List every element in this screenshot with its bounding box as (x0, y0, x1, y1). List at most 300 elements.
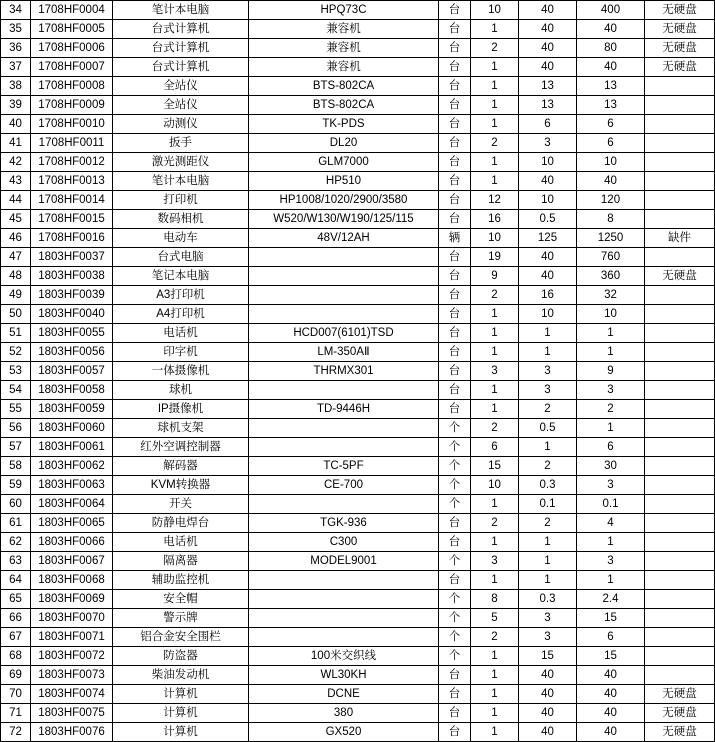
cell-amount: 2 (577, 400, 645, 419)
cell-unit: 台 (439, 153, 471, 172)
cell-model: TC-5PF (249, 457, 439, 476)
table-row (1, 20, 715, 39)
cell-code: 1803HF0062 (31, 457, 113, 476)
cell-name: 台式计算机 (113, 58, 249, 77)
cell-price: 3 (519, 362, 577, 381)
cell-idx: 59 (1, 476, 31, 495)
cell-price: 10 (519, 191, 577, 210)
cell-model (249, 381, 439, 400)
cell-idx: 62 (1, 533, 31, 552)
cell-price: 3 (519, 609, 577, 628)
cell-unit: 台 (439, 134, 471, 153)
cell-amount: 9 (577, 362, 645, 381)
cell-qty: 10 (471, 1, 519, 20)
table-row (1, 229, 715, 248)
cell-qty: 1 (471, 647, 519, 666)
cell-price: 40 (519, 685, 577, 704)
table-row (1, 590, 715, 609)
cell-name: 计算机 (113, 723, 249, 742)
cell-name: 电话机 (113, 533, 249, 552)
cell-amount: 1 (577, 324, 645, 343)
table-row (1, 476, 715, 495)
cell-amount: 80 (577, 39, 645, 58)
cell-amount: 6 (577, 134, 645, 153)
cell-price: 40 (519, 666, 577, 685)
cell-model: HPQ73C (249, 1, 439, 20)
cell-model: TK-PDS (249, 115, 439, 134)
table-row (1, 248, 715, 267)
table-row (1, 571, 715, 590)
cell-price: 3 (519, 381, 577, 400)
cell-unit: 台 (439, 286, 471, 305)
cell-idx: 69 (1, 666, 31, 685)
cell-code: 1803HF0037 (31, 248, 113, 267)
cell-code: 1708HF0007 (31, 58, 113, 77)
table-row (1, 514, 715, 533)
cell-price: 0.1 (519, 495, 577, 514)
cell-price: 6 (519, 115, 577, 134)
cell-note: 无硬盘 (645, 58, 715, 77)
cell-price: 40 (519, 704, 577, 723)
cell-unit: 台 (439, 115, 471, 134)
table-row (1, 438, 715, 457)
cell-name: 解码器 (113, 457, 249, 476)
cell-qty: 1 (471, 58, 519, 77)
cell-model: 380 (249, 704, 439, 723)
cell-name: 球机 (113, 381, 249, 400)
cell-qty: 1 (471, 96, 519, 115)
cell-qty: 1 (471, 115, 519, 134)
cell-idx: 63 (1, 552, 31, 571)
cell-model (249, 419, 439, 438)
cell-qty: 8 (471, 590, 519, 609)
table-row (1, 400, 715, 419)
cell-qty: 1 (471, 400, 519, 419)
cell-idx: 58 (1, 457, 31, 476)
cell-code: 1708HF0008 (31, 77, 113, 96)
cell-model (249, 628, 439, 647)
cell-model: GX520 (249, 723, 439, 742)
cell-amount: 13 (577, 77, 645, 96)
cell-amount: 1 (577, 533, 645, 552)
cell-idx: 36 (1, 39, 31, 58)
cell-qty: 6 (471, 438, 519, 457)
cell-note: 无硬盘 (645, 704, 715, 723)
cell-idx: 35 (1, 20, 31, 39)
table-row (1, 191, 715, 210)
cell-code: 1803HF0040 (31, 305, 113, 324)
cell-model: BTS-802CA (249, 96, 439, 115)
cell-code: 1708HF0012 (31, 153, 113, 172)
cell-price: 40 (519, 172, 577, 191)
cell-note (645, 191, 715, 210)
cell-amount: 4 (577, 514, 645, 533)
cell-idx: 37 (1, 58, 31, 77)
cell-qty: 1 (471, 495, 519, 514)
cell-price: 10 (519, 153, 577, 172)
cell-note (645, 419, 715, 438)
table-row (1, 305, 715, 324)
cell-qty: 2 (471, 134, 519, 153)
table-row (1, 723, 715, 742)
cell-amount: 40 (577, 20, 645, 39)
cell-code: 1708HF0009 (31, 96, 113, 115)
cell-unit: 个 (439, 609, 471, 628)
cell-model (249, 495, 439, 514)
cell-price: 2 (519, 514, 577, 533)
cell-code: 1803HF0055 (31, 324, 113, 343)
table-row (1, 96, 715, 115)
cell-model: HCD007(6101)TSD (249, 324, 439, 343)
table-row (1, 115, 715, 134)
cell-name: 笔记本电脑 (113, 267, 249, 286)
table-row (1, 628, 715, 647)
cell-code: 1803HF0063 (31, 476, 113, 495)
cell-note (645, 476, 715, 495)
table-row (1, 457, 715, 476)
table-row (1, 172, 715, 191)
cell-idx: 34 (1, 1, 31, 20)
cell-note (645, 628, 715, 647)
cell-note (645, 400, 715, 419)
cell-qty: 2 (471, 514, 519, 533)
cell-name: 笔计本电脑 (113, 1, 249, 20)
cell-price: 0.3 (519, 590, 577, 609)
cell-name: 铝合金安全围栏 (113, 628, 249, 647)
cell-code: 1803HF0070 (31, 609, 113, 628)
cell-price: 1 (519, 324, 577, 343)
cell-idx: 48 (1, 267, 31, 286)
cell-model: W520/W130/W190/125/115 (249, 210, 439, 229)
cell-note: 无硬盘 (645, 685, 715, 704)
cell-model (249, 248, 439, 267)
cell-amount: 40 (577, 58, 645, 77)
cell-qty: 1 (471, 571, 519, 590)
cell-model: HP510 (249, 172, 439, 191)
cell-note (645, 590, 715, 609)
table-row (1, 58, 715, 77)
cell-idx: 51 (1, 324, 31, 343)
cell-note (645, 457, 715, 476)
cell-idx: 53 (1, 362, 31, 381)
cell-model (249, 590, 439, 609)
cell-name: 电动车 (113, 229, 249, 248)
cell-name: 计算机 (113, 685, 249, 704)
cell-qty: 3 (471, 552, 519, 571)
cell-name: 打印机 (113, 191, 249, 210)
cell-amount: 2.4 (577, 590, 645, 609)
cell-qty: 1 (471, 305, 519, 324)
cell-name: 扳手 (113, 134, 249, 153)
cell-idx: 64 (1, 571, 31, 590)
cell-note (645, 96, 715, 115)
cell-code: 1803HF0073 (31, 666, 113, 685)
cell-qty: 1 (471, 666, 519, 685)
cell-name: 开关 (113, 495, 249, 514)
cell-amount: 120 (577, 191, 645, 210)
cell-qty: 19 (471, 248, 519, 267)
cell-unit: 台 (439, 1, 471, 20)
cell-note (645, 514, 715, 533)
cell-amount: 760 (577, 248, 645, 267)
cell-model (249, 438, 439, 457)
cell-idx: 49 (1, 286, 31, 305)
cell-code: 1708HF0016 (31, 229, 113, 248)
cell-qty: 2 (471, 39, 519, 58)
cell-note (645, 115, 715, 134)
cell-qty: 1 (471, 723, 519, 742)
cell-model: MODEL9001 (249, 552, 439, 571)
cell-qty: 1 (471, 704, 519, 723)
cell-unit: 台 (439, 400, 471, 419)
cell-idx: 65 (1, 590, 31, 609)
cell-idx: 67 (1, 628, 31, 647)
cell-model: DL20 (249, 134, 439, 153)
cell-qty: 3 (471, 362, 519, 381)
cell-idx: 47 (1, 248, 31, 267)
cell-unit: 台 (439, 20, 471, 39)
cell-amount: 40 (577, 704, 645, 723)
cell-idx: 55 (1, 400, 31, 419)
cell-note (645, 248, 715, 267)
cell-idx: 72 (1, 723, 31, 742)
cell-note (645, 552, 715, 571)
cell-unit: 台 (439, 172, 471, 191)
cell-unit: 台 (439, 191, 471, 210)
cell-idx: 40 (1, 115, 31, 134)
cell-code: 1708HF0006 (31, 39, 113, 58)
cell-model: TGK-936 (249, 514, 439, 533)
cell-qty: 5 (471, 609, 519, 628)
cell-model: HP1008/1020/2900/3580 (249, 191, 439, 210)
table-row (1, 381, 715, 400)
cell-name: 辅助监控机 (113, 571, 249, 590)
cell-idx: 50 (1, 305, 31, 324)
cell-idx: 61 (1, 514, 31, 533)
cell-name: 一体摄像机 (113, 362, 249, 381)
cell-model (249, 267, 439, 286)
cell-idx: 46 (1, 229, 31, 248)
table-row (1, 495, 715, 514)
cell-note (645, 343, 715, 362)
cell-unit: 个 (439, 647, 471, 666)
table-row (1, 343, 715, 362)
cell-code: 1708HF0014 (31, 191, 113, 210)
cell-price: 16 (519, 286, 577, 305)
cell-qty: 10 (471, 476, 519, 495)
cell-unit: 个 (439, 476, 471, 495)
cell-amount: 30 (577, 457, 645, 476)
cell-name: 计算机 (113, 704, 249, 723)
table-row (1, 324, 715, 343)
cell-code: 1803HF0065 (31, 514, 113, 533)
cell-code: 1708HF0010 (31, 115, 113, 134)
cell-unit: 个 (439, 552, 471, 571)
cell-unit: 台 (439, 666, 471, 685)
cell-code: 1803HF0067 (31, 552, 113, 571)
cell-amount: 40 (577, 666, 645, 685)
table-row (1, 286, 715, 305)
cell-unit: 台 (439, 533, 471, 552)
cell-model (249, 286, 439, 305)
cell-amount: 15 (577, 647, 645, 666)
cell-price: 40 (519, 248, 577, 267)
cell-note: 无硬盘 (645, 20, 715, 39)
cell-price: 13 (519, 77, 577, 96)
cell-model: GLM7000 (249, 153, 439, 172)
cell-idx: 45 (1, 210, 31, 229)
cell-code: 1803HF0061 (31, 438, 113, 457)
cell-amount: 360 (577, 267, 645, 286)
cell-name: 柴油发动机 (113, 666, 249, 685)
cell-amount: 8 (577, 210, 645, 229)
cell-idx: 52 (1, 343, 31, 362)
table-row (1, 77, 715, 96)
cell-note: 无硬盘 (645, 267, 715, 286)
cell-note (645, 495, 715, 514)
cell-amount: 40 (577, 172, 645, 191)
cell-note (645, 647, 715, 666)
cell-price: 1 (519, 571, 577, 590)
cell-unit: 台 (439, 704, 471, 723)
cell-model (249, 609, 439, 628)
cell-code: 1803HF0072 (31, 647, 113, 666)
cell-unit: 台 (439, 324, 471, 343)
cell-code: 1803HF0075 (31, 704, 113, 723)
cell-name: 台式电脑 (113, 248, 249, 267)
cell-amount: 40 (577, 723, 645, 742)
cell-code: 1803HF0074 (31, 685, 113, 704)
cell-unit: 个 (439, 438, 471, 457)
cell-unit: 台 (439, 685, 471, 704)
cell-model: WL30KH (249, 666, 439, 685)
cell-idx: 39 (1, 96, 31, 115)
cell-idx: 38 (1, 77, 31, 96)
cell-price: 40 (519, 723, 577, 742)
cell-name: 台式计算机 (113, 20, 249, 39)
cell-amount: 10 (577, 153, 645, 172)
cell-name: 防盗器 (113, 647, 249, 666)
cell-idx: 42 (1, 153, 31, 172)
cell-unit: 台 (439, 381, 471, 400)
cell-note (645, 153, 715, 172)
cell-name: 台式计算机 (113, 39, 249, 58)
table-row (1, 685, 715, 704)
cell-unit: 个 (439, 457, 471, 476)
cell-price: 125 (519, 229, 577, 248)
cell-qty: 2 (471, 419, 519, 438)
cell-note (645, 438, 715, 457)
cell-price: 1 (519, 552, 577, 571)
cell-qty: 1 (471, 153, 519, 172)
cell-qty: 1 (471, 685, 519, 704)
cell-price: 40 (519, 267, 577, 286)
cell-note (645, 609, 715, 628)
cell-unit: 辆 (439, 229, 471, 248)
cell-note (645, 134, 715, 153)
cell-code: 1803HF0068 (31, 571, 113, 590)
cell-code: 1708HF0015 (31, 210, 113, 229)
cell-price: 1 (519, 343, 577, 362)
cell-code: 1803HF0060 (31, 419, 113, 438)
cell-code: 1803HF0057 (31, 362, 113, 381)
cell-unit: 台 (439, 571, 471, 590)
cell-name: 全站仪 (113, 77, 249, 96)
cell-note: 缺件 (645, 229, 715, 248)
cell-model: CE-700 (249, 476, 439, 495)
cell-note (645, 666, 715, 685)
cell-idx: 54 (1, 381, 31, 400)
table-row (1, 362, 715, 381)
cell-note: 无硬盘 (645, 723, 715, 742)
cell-code: 1708HF0005 (31, 20, 113, 39)
cell-name: 球机支架 (113, 419, 249, 438)
cell-unit: 台 (439, 77, 471, 96)
cell-amount: 10 (577, 305, 645, 324)
cell-unit: 台 (439, 514, 471, 533)
cell-code: 1803HF0076 (31, 723, 113, 742)
cell-qty: 1 (471, 533, 519, 552)
cell-amount: 1 (577, 343, 645, 362)
cell-idx: 66 (1, 609, 31, 628)
cell-code: 1708HF0004 (31, 1, 113, 20)
cell-code: 1708HF0011 (31, 134, 113, 153)
cell-name: 安全帽 (113, 590, 249, 609)
cell-note (645, 362, 715, 381)
cell-code: 1803HF0069 (31, 590, 113, 609)
cell-price: 2 (519, 400, 577, 419)
cell-idx: 70 (1, 685, 31, 704)
cell-price: 0.5 (519, 419, 577, 438)
cell-idx: 43 (1, 172, 31, 191)
cell-unit: 个 (439, 419, 471, 438)
cell-code: 1803HF0038 (31, 267, 113, 286)
cell-model: BTS-802CA (249, 77, 439, 96)
cell-model: 100米交织线 (249, 647, 439, 666)
cell-unit: 台 (439, 305, 471, 324)
cell-note (645, 210, 715, 229)
cell-model (249, 571, 439, 590)
cell-unit: 台 (439, 267, 471, 286)
cell-note (645, 305, 715, 324)
cell-unit: 台 (439, 58, 471, 77)
cell-price: 3 (519, 134, 577, 153)
cell-qty: 1 (471, 77, 519, 96)
cell-price: 2 (519, 457, 577, 476)
cell-code: 1803HF0056 (31, 343, 113, 362)
cell-model: 48V/12AH (249, 229, 439, 248)
cell-qty: 10 (471, 229, 519, 248)
cell-qty: 1 (471, 20, 519, 39)
cell-note (645, 172, 715, 191)
cell-amount: 6 (577, 628, 645, 647)
cell-amount: 0.1 (577, 495, 645, 514)
cell-qty: 15 (471, 457, 519, 476)
cell-amount: 400 (577, 1, 645, 20)
table-row (1, 419, 715, 438)
cell-model: TD-9446H (249, 400, 439, 419)
cell-idx: 41 (1, 134, 31, 153)
cell-name: 全站仪 (113, 96, 249, 115)
cell-amount: 3 (577, 552, 645, 571)
table-row (1, 210, 715, 229)
cell-qty: 12 (471, 191, 519, 210)
cell-note (645, 571, 715, 590)
cell-note (645, 286, 715, 305)
cell-amount: 6 (577, 115, 645, 134)
cell-price: 15 (519, 647, 577, 666)
table-row (1, 704, 715, 723)
